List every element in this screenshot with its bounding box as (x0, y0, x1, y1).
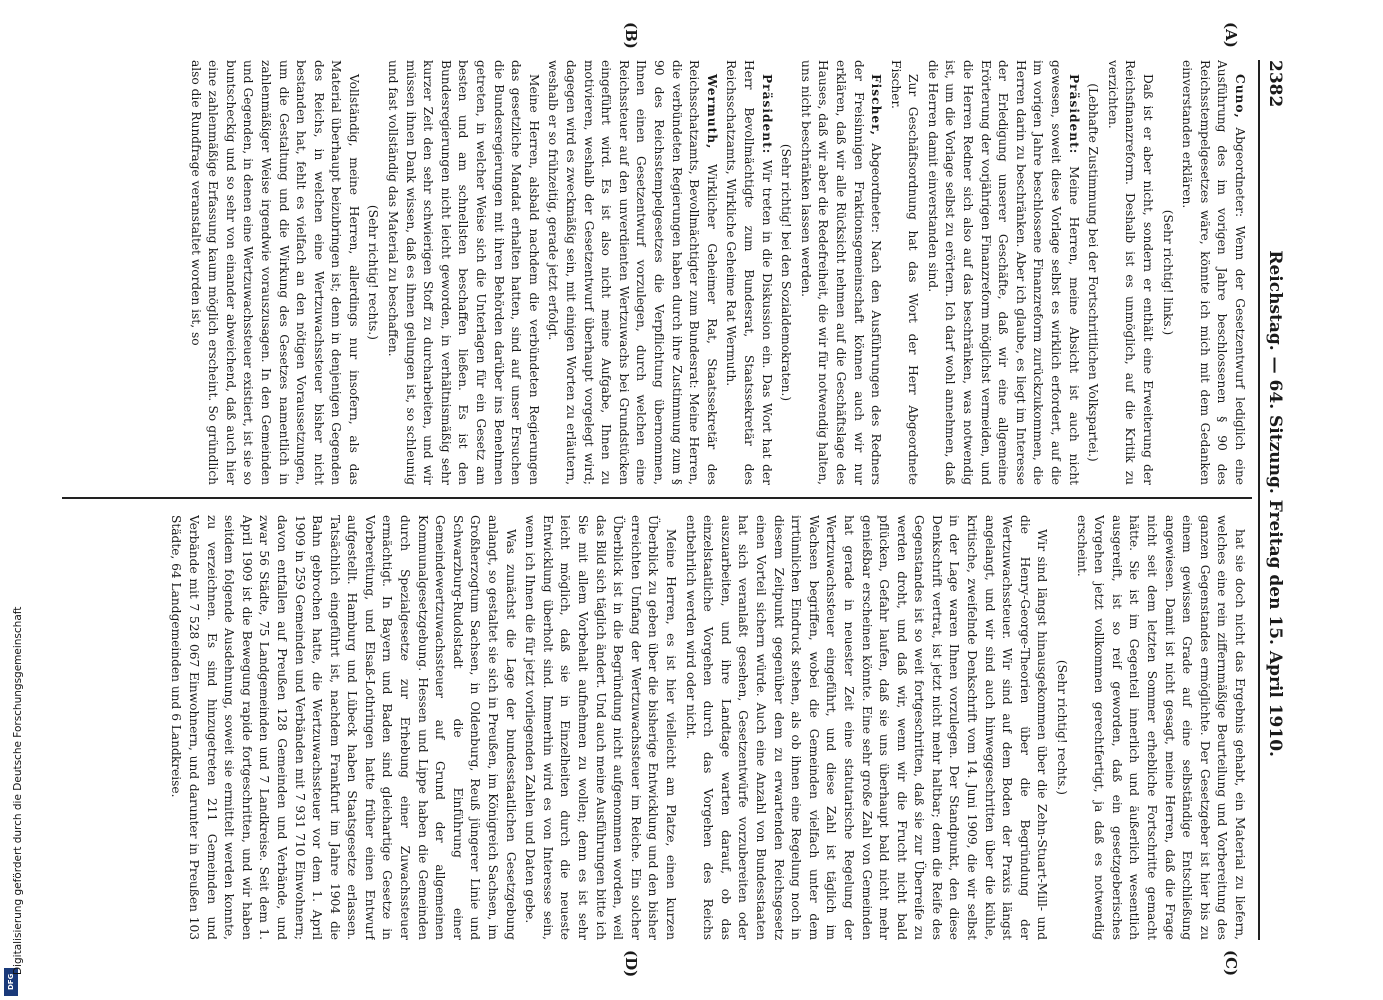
paragraph (186, 60, 362, 485)
paragraph-text: Vollständig, meine Herren, allerdings nur insofern, als das Material überhaupt beizubringen ist; denn in denjenigen Gegenden des Reichs, in welchen eine Wertzuwachssteuer bisher nicht bestanden hat, fehlt es vielfach an den nötigen Voraussetzungen, um die Gestaltung und die Wirkung des Gesetzes namentlich in zahlenmäßiger Weise irgendwie vorauszusagen. In den Gemeinden und Gegenden, in denen eine Wertzuwachssteuer existiert, ist sie so buntscheckig und so sehr von einander abweichend, daß auch hier eine zahlenmäßige Erfassung kaum möglich erscheint. So gründlich also die Rundfrage veranstaltet worden ist, so (188, 60, 361, 485)
paragraph-text: Wir sind längst hinausgekommen über die Zehn-Stuart-Mill- und die Henry-George-Theorien über die Begründung der Wertzuwachssteuer. Wir sind auf dem Boden der Praxis längst angelangt, und wir sind auch hinweggeschritten über die kühle, kritische, zweifelnde Denkschrift vom 14. Juni 1909, die wir selbst in der Lage waren Ihnen vorzulegen. Der Standpunkt, den diese Denkschrift vertrat, ist jetzt nicht mehr haltbar; denn die Reife des Gegenstandes ist so weit fortgeschritten, daß sie zur Überreife zu werden droht, und daß wir, wenn wir die Frucht nicht bald pflücken, Gefahr laufen, daß sie uns überhaupt bald nicht mehr genießbar erscheinen könnte. Eine sehr große Zahl von Gemeinden hat gerade in neuester Zeit eine statutarische Regelung der Wertzuwachssteuer eingeführt, und diese Zahl ist täglich im Wachsen begriffen, wobei die Gemeinden vielfach unter dem irrtümlichen Eindruck stehen, als ob ihnen eine Regelung noch in diesem Zeitpunkt gegenüber dem zu erwartenden Reichsgesetz einen Vorteil sichern würde. Auch eine Anzahl von Bundesstaaten hat sich veranlaßt gesehen, Gesetzentwürfe vorzubereiten oder auszuarbeiten, und ihre Landtage warten darauf, ob das einzelstaatliche Vorgehen durch das Vorgehen des Reichs entbehrlich werden wird oder nicht. (683, 515, 1050, 940)
page-number: 2382 (1265, 60, 1285, 108)
paragraph: (Sehr richtig! bei den Sozialdemokraten.) (779, 143, 794, 402)
paragraph-text: Wir treten in die Diskussion ein. Das Wort hat der Herr Bevollmächtigte zum Bundesrat, Staatssekretär des Reichsschatzamts, Wirkliche Geheime Rat Wermuth. (724, 60, 774, 485)
paragraph-text: Zur Geschäftsordnung hat das Wort der Herr Abgeordnete Fischer. (888, 60, 921, 485)
paragraph (167, 515, 519, 940)
paragraph (1103, 60, 1156, 485)
paragraph (923, 60, 1081, 485)
margin-marker-c: (C) (1222, 950, 1240, 977)
paragraph-text: Meine Herren, alsbald nachdem die verbündeten Regierungen das gesetzliche Mandat erhalten hatten, sind auf unser Ersuchen die Bundesregierungen mit ihren Behörden darüber ins Benehmen getreten, in welcher Weise sich die Unterlagen für ein Gesetz am besten und am schnellsten beschaffen ließen. Es ist den Bundesregierungen nicht leicht geworden, in verhältnismäßig sehr kurzer Zeit den sehr schwierigen Stoff zu durcharbeiten, und wir müssen ihnen Dank wissen, daß es ihnen gelungen ist, so schleunig und fast vollständig das Material zu beschaffen. (386, 60, 541, 485)
paragraph (796, 60, 884, 485)
margin-marker-a: (A) (1222, 22, 1240, 48)
dfg-logo: DFG (4, 968, 18, 996)
speaker-name: Cuno, (1233, 74, 1247, 119)
paragraph (521, 515, 679, 940)
left-column (78, 60, 1248, 485)
speaker-name: Fischer, (869, 74, 884, 136)
paragraph: (Sehr richtig! links.) (1160, 209, 1175, 336)
paragraph-text: Was zunächst die Lage der bundesstaatlichen Gesetzgebung anlangt, so gestaltet sie sich in Preußen, im Königreich Sachsen, im Großherzogtum Sachsen, in Oldenburg, Reuß jüngerer Linie und Schwarzburg-Rudolstadt die Einführung einer Gemeindewertzuwachssteuer auf Grund der allgemeinen Kommunalgesetzgebung. Hessen und Lippe haben die Gemeinden durch Spezialgesetze zur Erhebung einer Zuwachssteuer ermächtigt. In Bayern und Baden sind gleichartige Gesetze in Vorbereitung, und Elsaß-Lothringen hatte früher einen Entwurf aufgestellt. Hamburg und Lübeck haben Staatsgesetze erlassen. Tatsächlich eingeführt ist, nachdem Frankfurt im Jahre 1904 die Bahn gebrochen hatte, die Wertzuwachssteuer vor dem 1. April 1909 in 259 Gemeinden und Verbänden mit 7 931 710 Einwohnern; davon entfallen auf Preußen 128 Gemeinden und Verbände, und zwar 56 Städte, 75 Landgemeinden und 7 Landkreise. Seit dem 1. April 1909 ist die Bewegung rapide fortgeschritten, und wir haben seitdem folgende Ausdehnung, soweit sie ermittelt werden konnte, zu verzeichnen. Es sind hinzugetreten 211 Gemeinden und Verbände mit 7 528 067 Einwohnern, und darunter in Preußen 103 Städte, 64 Landgemeinden und 6 Landkreise. (169, 515, 518, 940)
column-divider (62, 497, 1252, 499)
page-header (1258, 60, 1290, 940)
page-title: Reichstag. — 64. Sitzung. Freitag den 15. April 1910. (1265, 250, 1285, 757)
paragraph (544, 60, 720, 485)
paragraph (1072, 515, 1248, 940)
speaker-name: Präsident: (759, 74, 774, 155)
paragraph (384, 60, 542, 485)
paragraph-text: Abgeordneter: Nach den Ausführungen des Redners der Freisinnigen Fraktionsgemeinschaft können auch wir nur erklären, daß wir alle Rücksicht nehmen auf die Geschäftslage des Hauses, daß wir aber die Redefreiheit, die wir für notwendig halten, uns nicht beschränken lassen werden. (798, 60, 884, 485)
paragraph (1178, 60, 1248, 485)
speaker-name: Wermuth, (704, 74, 719, 150)
margin-marker-d: (D) (622, 950, 640, 978)
paragraph: (Lebhafte Zustimmung bei der Fortschrittlichen Volkspartei.) (1086, 83, 1101, 462)
paragraph (681, 515, 1050, 940)
paragraph: (Sehr richtig! rechts.) (366, 204, 381, 341)
paragraph-text: Abgeordneter: Wenn der Gesetzentwurf lediglich eine Ausführung des im vorigen Jahre beschlossenen § 90 des Reichsstempelgesetzes wäre, könnte ich mich mit dem Gedanken einverstanden erklären. (1180, 60, 1247, 485)
paragraph-text: Meine Herren, meine Absicht ist auch nicht gewesen, soweit diese Vorlage selbst es wirklich erfordert, auf die im vorigen Jahre beschlossene Finanzreform zurückzukommen, die Herren darin zu beschränken. Aber ich glaube, es liegt im Interesse der Erledigung unserer Geschäfte, daß wir eine allgemeine Erörterung der vorjährigen Finanzreform möglichst vermeiden, und die Herren Redner sich also auf das beschränken, was notwendig ist, um die Vorlage selbst zu erörtern. Ich darf wohl annehmen, daß die Herren damit einverstanden sind. (925, 60, 1081, 485)
paragraph-text: Wirklicher Geheimer Rat, Staatssekretär des Reichsschatzamts, Bevollmächtigter zum Bundesrat: Meine Herren, die verbündeten Regierungen haben durch ihre Zustimmung zum § 90 des Reichsstempelgesetzes die Verpflichtung übernommen, Ihnen einen Gesetzentwurf vorzulegen, durch welchen eine Reichssteuer auf den unverdienten Wertzuwachs bei Grundstücken eingeführt wird. Es ist also nicht meine Aufgabe, Ihnen zu motivieren, weshalb der Gesetzentwurf überhaupt vorgelegt wird; dagegen wird es zweckmäßig sein, mit einigen Worten zu erläutern, weshalb er so frühzeitig, gerade jetzt erfolgt. (546, 60, 719, 485)
paragraph-text: Meine Herren, es ist hier vielleicht am Platze, einen kurzen Überblick zu geben über die bisherige Entwicklung und den bisher erreichten Umfang der Wertzuwachssteuer im Reiche. Ein solcher Überblick ist in die Begründung nicht aufgenommen worden, weil das Bild sich täglich ändert. Und auch meine Ausführungen bitte ich Sie mit allem Vorbehalt aufnehmen zu wollen; denn es ist sehr leicht möglich, daß sie in Einzelheiten durch die neueste Entwicklung überholt sind. Immerhin wird es von Interesse sein, wenn ich Ihnen die für jetzt vorliegenden Zahlen und Daten gebe. (523, 515, 678, 940)
margin-marker-b: (B) (622, 22, 640, 49)
footer-credit: Digitalisierung gefördert durch die Deutsche Forschungsgemeinschaft (12, 606, 24, 975)
paragraph (722, 60, 775, 485)
speaker-name: Präsident: (1066, 74, 1081, 155)
paragraph (886, 60, 921, 485)
paragraph-text: hat sie doch nicht das Ergebnis gehabt, ein Material zu liefern, welches eine rein ziffernmäßige Beurteilung und Vorbereitung des ganzen Gegenstandes ermöglichte. Der Gesetzgeber ist hier bis zu einem gewissen Grade auf eine selbständige Entschließung angewiesen. Damit ist nicht gesagt, meine Herren, daß die Frage nicht seit dem letzten Sommer erhebliche Fortschritte gemacht hätte. Sie ist im Gegenteil innerlich und äußerlich wesentlich ausgereift, ist so reif geworden, daß ein gesetzgeberisches Vorgehen jetzt vollkommen gerechtfertigt, ja daß es notwendig erscheint. (1074, 515, 1247, 940)
paragraph-text: Daß ist er aber nicht, sondern er enthält eine Erweiterung der Reichsfinanzreform. Deshalb ist es unmöglich, auf die Kritik zu verzichten. (1105, 60, 1156, 485)
paragraph: (Sehr richtig! rechts.) (1055, 659, 1070, 796)
right-column (78, 515, 1248, 940)
